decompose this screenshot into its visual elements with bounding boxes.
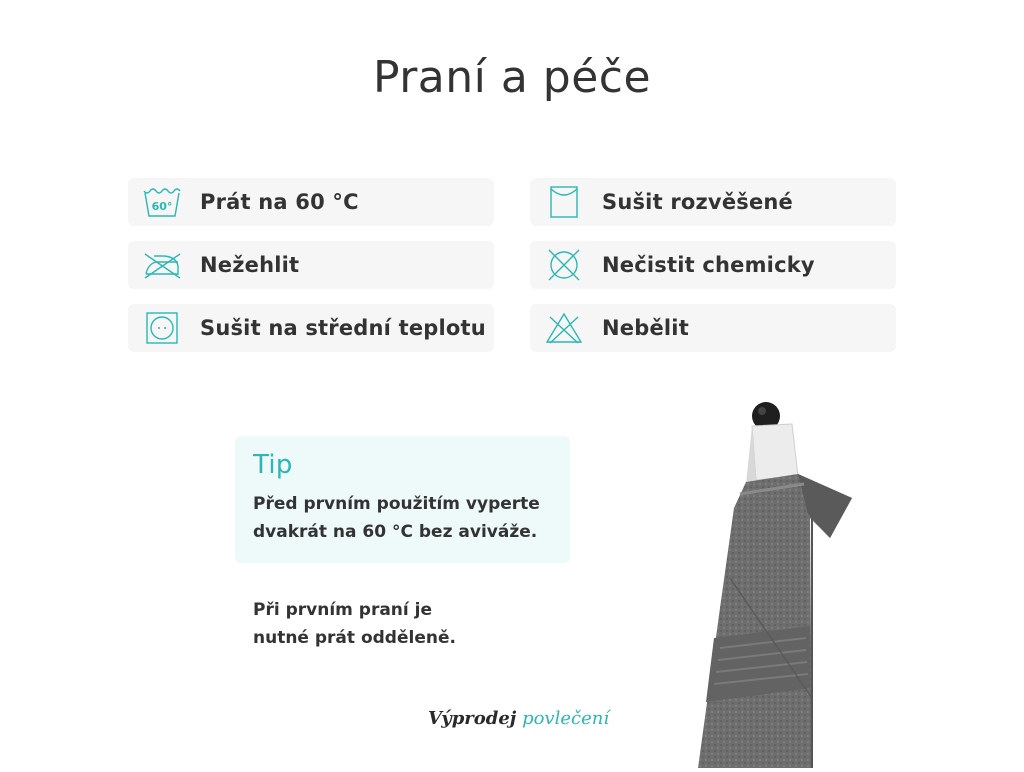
- tip-text: [253, 490, 552, 546]
- care-item-line-dry: [530, 178, 896, 226]
- care-item-wash-60: [128, 178, 494, 226]
- care-label: Nežehlit: [200, 253, 300, 277]
- wash-60-icon: [142, 182, 182, 222]
- logo-part-1: Výprodej: [428, 708, 517, 729]
- note-line-2: nutné prát odděleně.: [253, 628, 456, 648]
- care-label: Sušit na střední teplotu: [200, 316, 486, 340]
- tumble-dry-medium-icon: [142, 308, 182, 348]
- no-dry-clean-icon: [544, 245, 584, 285]
- care-label: Nebělit: [602, 316, 689, 340]
- care-item-no-dry-clean: [530, 241, 896, 289]
- care-item-tumble-dry: [128, 304, 494, 352]
- care-item-no-iron: [128, 241, 494, 289]
- note-text: [253, 596, 553, 652]
- note-line-1: Při prvním praní je: [253, 600, 433, 620]
- tip-line-2: dvakrát na 60 °C bez aviváže.: [253, 522, 538, 542]
- care-item-no-bleach: [530, 304, 896, 352]
- tip-box: [235, 436, 570, 563]
- line-dry-icon: [544, 182, 584, 222]
- towel-image: [680, 398, 870, 768]
- no-iron-icon: [142, 245, 182, 285]
- care-label: Sušit rozvěšené: [602, 190, 793, 214]
- logo-part-2: povlečení: [522, 708, 610, 729]
- wash-temp-text: 60°: [151, 200, 173, 213]
- tip-title: Tip: [253, 450, 293, 480]
- no-bleach-icon: [544, 308, 584, 348]
- care-label: Prát na 60 °C: [200, 190, 359, 214]
- care-label: Nečistit chemicky: [602, 253, 815, 277]
- tip-line-1: Před prvním použitím vyperte: [253, 494, 540, 514]
- brand-logo: [428, 708, 628, 729]
- page-title: Praní a péče: [372, 52, 652, 103]
